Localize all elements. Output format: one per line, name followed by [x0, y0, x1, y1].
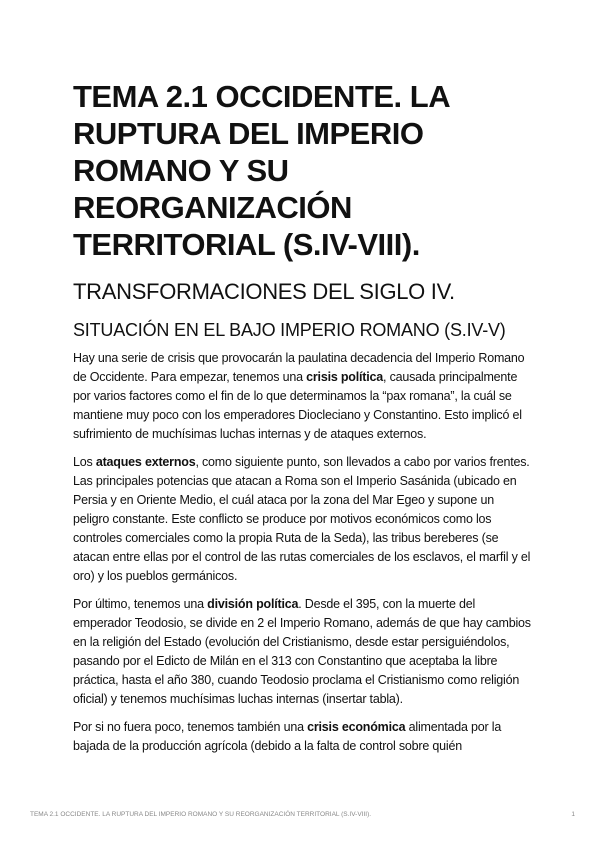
paragraph-bold-term: división política	[207, 597, 299, 611]
paragraph-text: alimentada por la bajada de la producción agrícola (debido a la falta de control sobre quién	[73, 720, 502, 753]
paragraph-bold-term: crisis económica	[307, 720, 406, 734]
paragraph-text: Por si no fuera poco, tenemos también una	[73, 720, 308, 734]
document-title: TEMA 2.1 OCCIDENTE. LA RUPTURA DEL IMPERIO ROMANO Y SU REORGANIZACIÓN TERRITORIAL (S.IV-VIII).	[73, 79, 449, 262]
paragraph-bold-term: ataques externos	[95, 455, 196, 469]
paragraph-text: Los	[73, 455, 96, 469]
paragraph-text: Por último, tenemos una	[73, 597, 208, 611]
paragraph-bold-term: crisis política	[306, 370, 384, 384]
paragraph-text: Hay una serie de crisis que provocarán la paulatina decadencia del Imperio Romano de Occidente. Para empezar, tenemos una	[73, 351, 525, 384]
paragraph-text: . Desde el 395, con la muerte del emperador Teodosio, se divide en 2 el Imperio Romano, además de que hay cambios en la religión del Estado (evolución del Cristianismo, desde estar persiguiéndolos, pasando por el Edicto de Milán en el 313 con Constantino que aceptaba la libre práctica, hasta el año 380, cuando Teodosio proclama el Cristianismo como religión oficial) y tenemos muchísimas luchas internas (insertar tabla).	[73, 597, 531, 706]
paragraph	[73, 595, 531, 709]
page-footer	[30, 811, 575, 818]
section-heading: TRANSFORMACIONES DEL SIGLO IV.	[73, 279, 455, 304]
footer-title: TEMA 2.1 OCCIDENTE. LA RUPTURA DEL IMPERIO ROMANO Y SU REORGANIZACIÓN TERRITORIAL (S.IV-VIII).	[30, 811, 372, 818]
page-number: 1	[571, 811, 575, 818]
body-text	[73, 349, 531, 765]
subsection-heading: SITUACIÓN EN EL BAJO IMPERIO ROMANO (S.IV-V)	[73, 320, 506, 340]
paragraph-text: , como siguiente punto, son llevados a cabo por varios frentes. Las principales potencias que atacan a Roma son el Imperio Sasánida (ubicado en Persia y en Oriente Medio, el cuál ataca por la zona del Mar Egeo y supone un peligro constante. Este conflicto se produce por motivos económicos como los controles comerciales como la propia Ruta de la Seda), las tribus bereberes (se atacan entre ellas por el control de las rutas comerciales de los esclavos, el marfil y el oro) y los pueblos germánicos.	[73, 455, 531, 583]
paragraph	[73, 718, 531, 756]
paragraph	[73, 453, 531, 586]
paragraph	[73, 349, 531, 444]
paragraph-text: , causada principalmente por varios factores como el fin de lo que determinamos la “pax romana”, la cuál se mantiene muy poco con los emperadores Diocleciano y Constantino. Esto implicó el sufrimiento de muchísimas luchas internas y de ataques externos.	[73, 370, 522, 441]
